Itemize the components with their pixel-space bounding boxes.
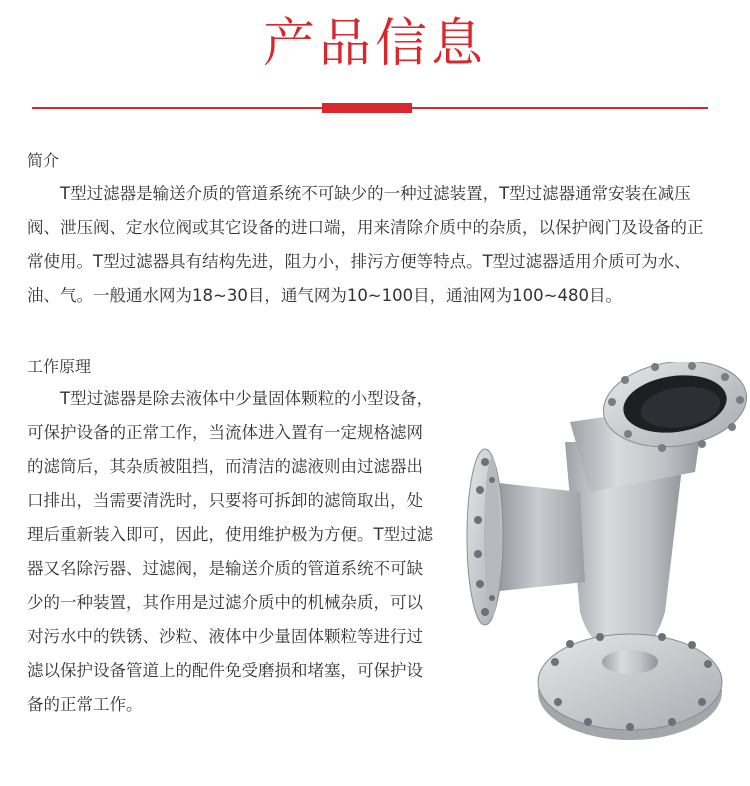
page-title: 产品信息: [262, 14, 487, 74]
principle-heading: 工作原理: [27, 357, 92, 376]
bottom-flange: [538, 634, 722, 730]
intro-heading: 简介: [27, 151, 60, 170]
t-filter-product-image: [440, 362, 750, 762]
principle-paragraph: T型过滤器是除去液体中少量固体颗粒的小型设备，可保护设备的正常工作，当流体进入置有一定规格滤网的滤筒后，其杂质被阻挡，而清洁的滤液则由过滤器出口排出，当需要清洗时，只要将可拆卸的滤筒取出，处理后重新装入即可，因此，使用维护极为方便。T型过滤器又名除污器、过滤阀，是输送介质的管道系统不可缺少的一种装置，其作用是过滤介质中的机械杂质，可以对污水中的铁锈、沙粒、液体中少量固体颗粒等进行过滤以保护设备管道上的配件免受磨损和堵塞，可保护设备的正常工作。: [27, 389, 434, 714]
filter-side-pipe: [490, 482, 585, 592]
title-divider-block: [322, 103, 412, 113]
intro-paragraph: T型过滤器是输送介质的管道系统不可缺少的一种过滤装置，T型过滤器通常安装在减压阀、泄压阀、定水位阀或其它设备的进口端，用来清除介质中的杂质，以保护阀门及设备的正常使用。T型过滤器具有结构先进，阻力小，排污方便等特点。T型过滤器适用介质可为水、油、气。一般通水网为18~30目，通气网为10~100目，通油网为100~480目。: [27, 184, 704, 305]
